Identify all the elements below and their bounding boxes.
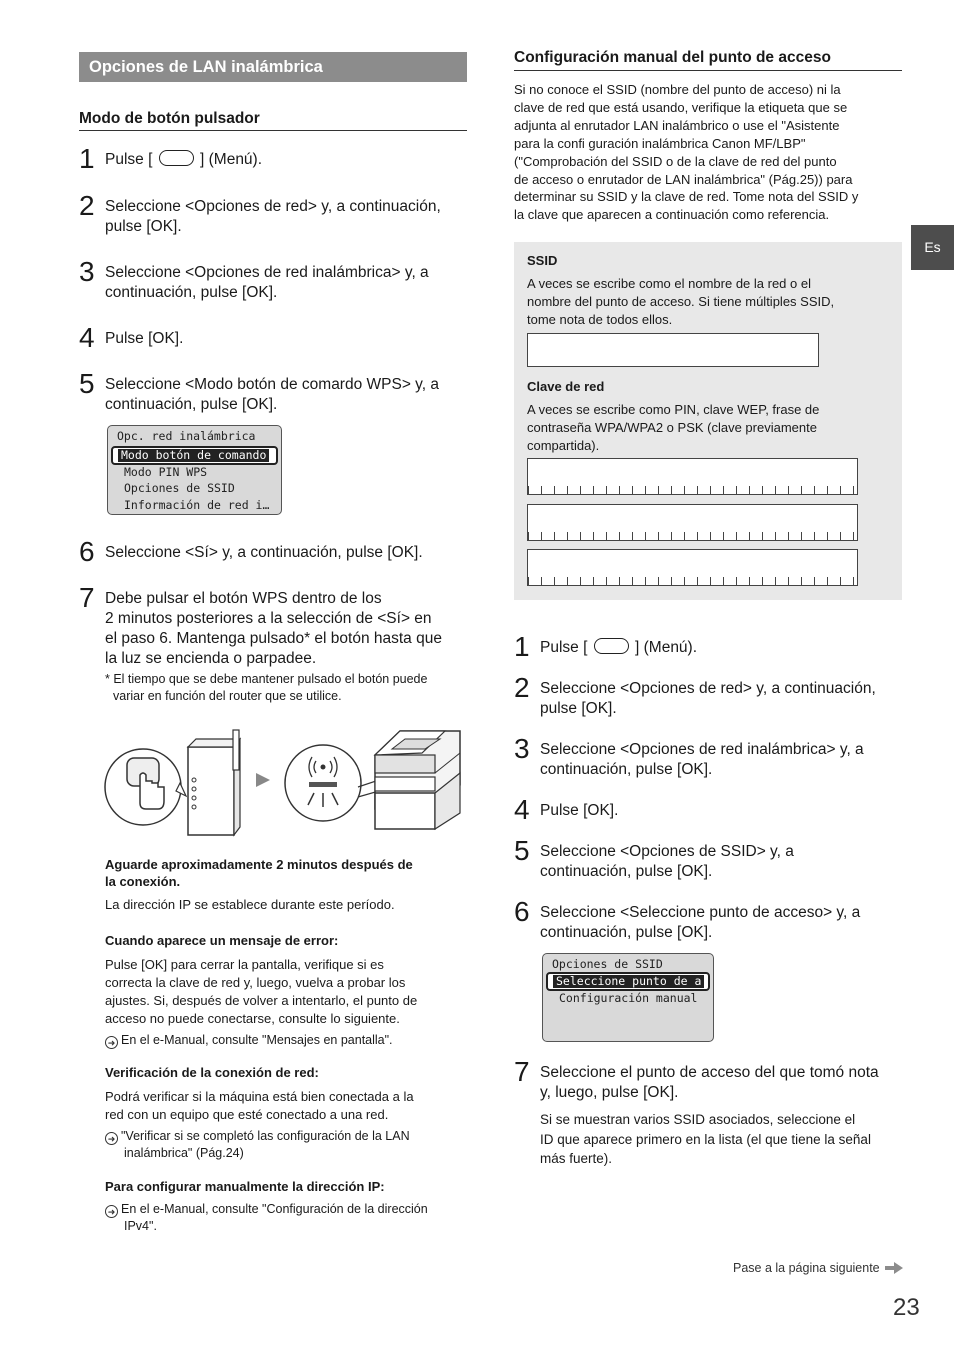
intro-text: Si no conoce el SSID (nombre del punto de acceso) ni la clave de red que está usando, verifique la etiqueta que se adjunta al enrutador LAN inalámbrico o use el "Asistente para la confi guración inalámbrica Canon MF/LBP" ("Comprobación del SSID o de la clave de red del punto de acceso o enrutador de LAN inalámbrica" (Pág.25)) para determinar su SSID y la clave de red. Tome nota del SSID y la clave que aparecen a continuación como referencia. xyxy=(514,82,859,223)
reference-arrow-icon: ➜ xyxy=(105,1132,118,1145)
network-key-field-1[interactable] xyxy=(527,458,858,495)
arrow-right-icon xyxy=(885,1262,903,1274)
wait-text: La dirección IP se establece durante este período. xyxy=(105,897,395,912)
reference-arrow-icon: ➜ xyxy=(105,1205,118,1218)
ssid-key-notes-box xyxy=(514,242,902,600)
lcd-selected-row: Seleccione punto de a xyxy=(546,972,710,991)
error-ref: ➜ En el e-Manual, consulte "Mensajes en pantalla". xyxy=(105,1032,467,1049)
next-page-hint: Pase a la página siguiente xyxy=(733,1261,903,1275)
network-key-field-2[interactable] xyxy=(527,504,858,541)
error-title: Cuando aparece un mensaje de error: xyxy=(105,933,339,948)
verify-ref: ➜ "Verificar si se completó las configuración de la LAN inalámbrica" (Pág.24) xyxy=(105,1128,467,1162)
arrow-right-icon xyxy=(256,773,270,787)
section-title: Opciones de LAN inalámbrica xyxy=(79,52,467,82)
ssid-title: SSID xyxy=(527,253,558,268)
menu-key-icon xyxy=(159,150,194,166)
wait-title: Aguarde aproximadamente 2 minutos después de la conexión. xyxy=(105,857,413,889)
subhead-push-button: Modo de botón pulsador xyxy=(79,110,467,131)
step7-note: Si se muestran varios SSID asociados, seleccione el ID que aparece primero en la lista (el que tiene la señal más fuerte). xyxy=(540,1112,871,1166)
network-key-text: A veces se escribe como PIN, clave WEP, frase de contraseña WPA/WPA2 o PSK (clave previamente compartida). xyxy=(527,402,820,453)
verify-title: Verificación de la conexión de red: xyxy=(105,1065,319,1080)
printer-icon xyxy=(375,731,460,829)
verify-text: Podrá verificar si la máquina está bien conectada a la red con un equipo que esté conectado a una red. xyxy=(105,1089,414,1122)
lcd-ssid-options: Opciones de SSID Seleccione punto de a Configuración manual xyxy=(542,953,714,1042)
menu-key-icon xyxy=(594,638,629,654)
lcd-selected-row: Modo botón de comando xyxy=(111,446,278,465)
ssid-text: A veces se escribe como el nombre de la red o el nombre del punto de acceso. Si tiene múltiples SSID, tome nota de todos ellos. xyxy=(527,276,835,327)
ip-ref: ➜ En el e-Manual, consulte "Configuración de la dirección IPv4". xyxy=(105,1201,467,1235)
language-tab[interactable]: Es xyxy=(911,225,954,270)
reference-arrow-icon: ➜ xyxy=(105,1036,118,1049)
footnote: * El tiempo que se debe mantener pulsado el botón puede variar en función del router que se utilice. xyxy=(105,672,428,703)
ssid-write-field[interactable] xyxy=(527,333,819,367)
error-text: Pulse [OK] para cerrar la pantalla, verifique si es correcta la clave de red y, luego, vuelva a probar los ajustes. Si, después de volver a intentarlo, el punto de acceso no puede conectarse, consulte lo siguiente. xyxy=(105,957,418,1026)
wps-illustration xyxy=(100,725,472,840)
network-key-title: Clave de red xyxy=(527,379,605,394)
ip-title: Para configurar manualmente la dirección IP: xyxy=(105,1179,385,1194)
network-key-field-3[interactable] xyxy=(527,549,858,586)
lcd-wireless-options: Opc. red inalámbrica Modo botón de comando Modo PIN WPS Opciones de SSID Información de red i… xyxy=(107,425,282,515)
subhead-manual-config: Configuración manual del punto de acceso xyxy=(514,49,902,71)
page-number: 23 xyxy=(893,1294,920,1321)
